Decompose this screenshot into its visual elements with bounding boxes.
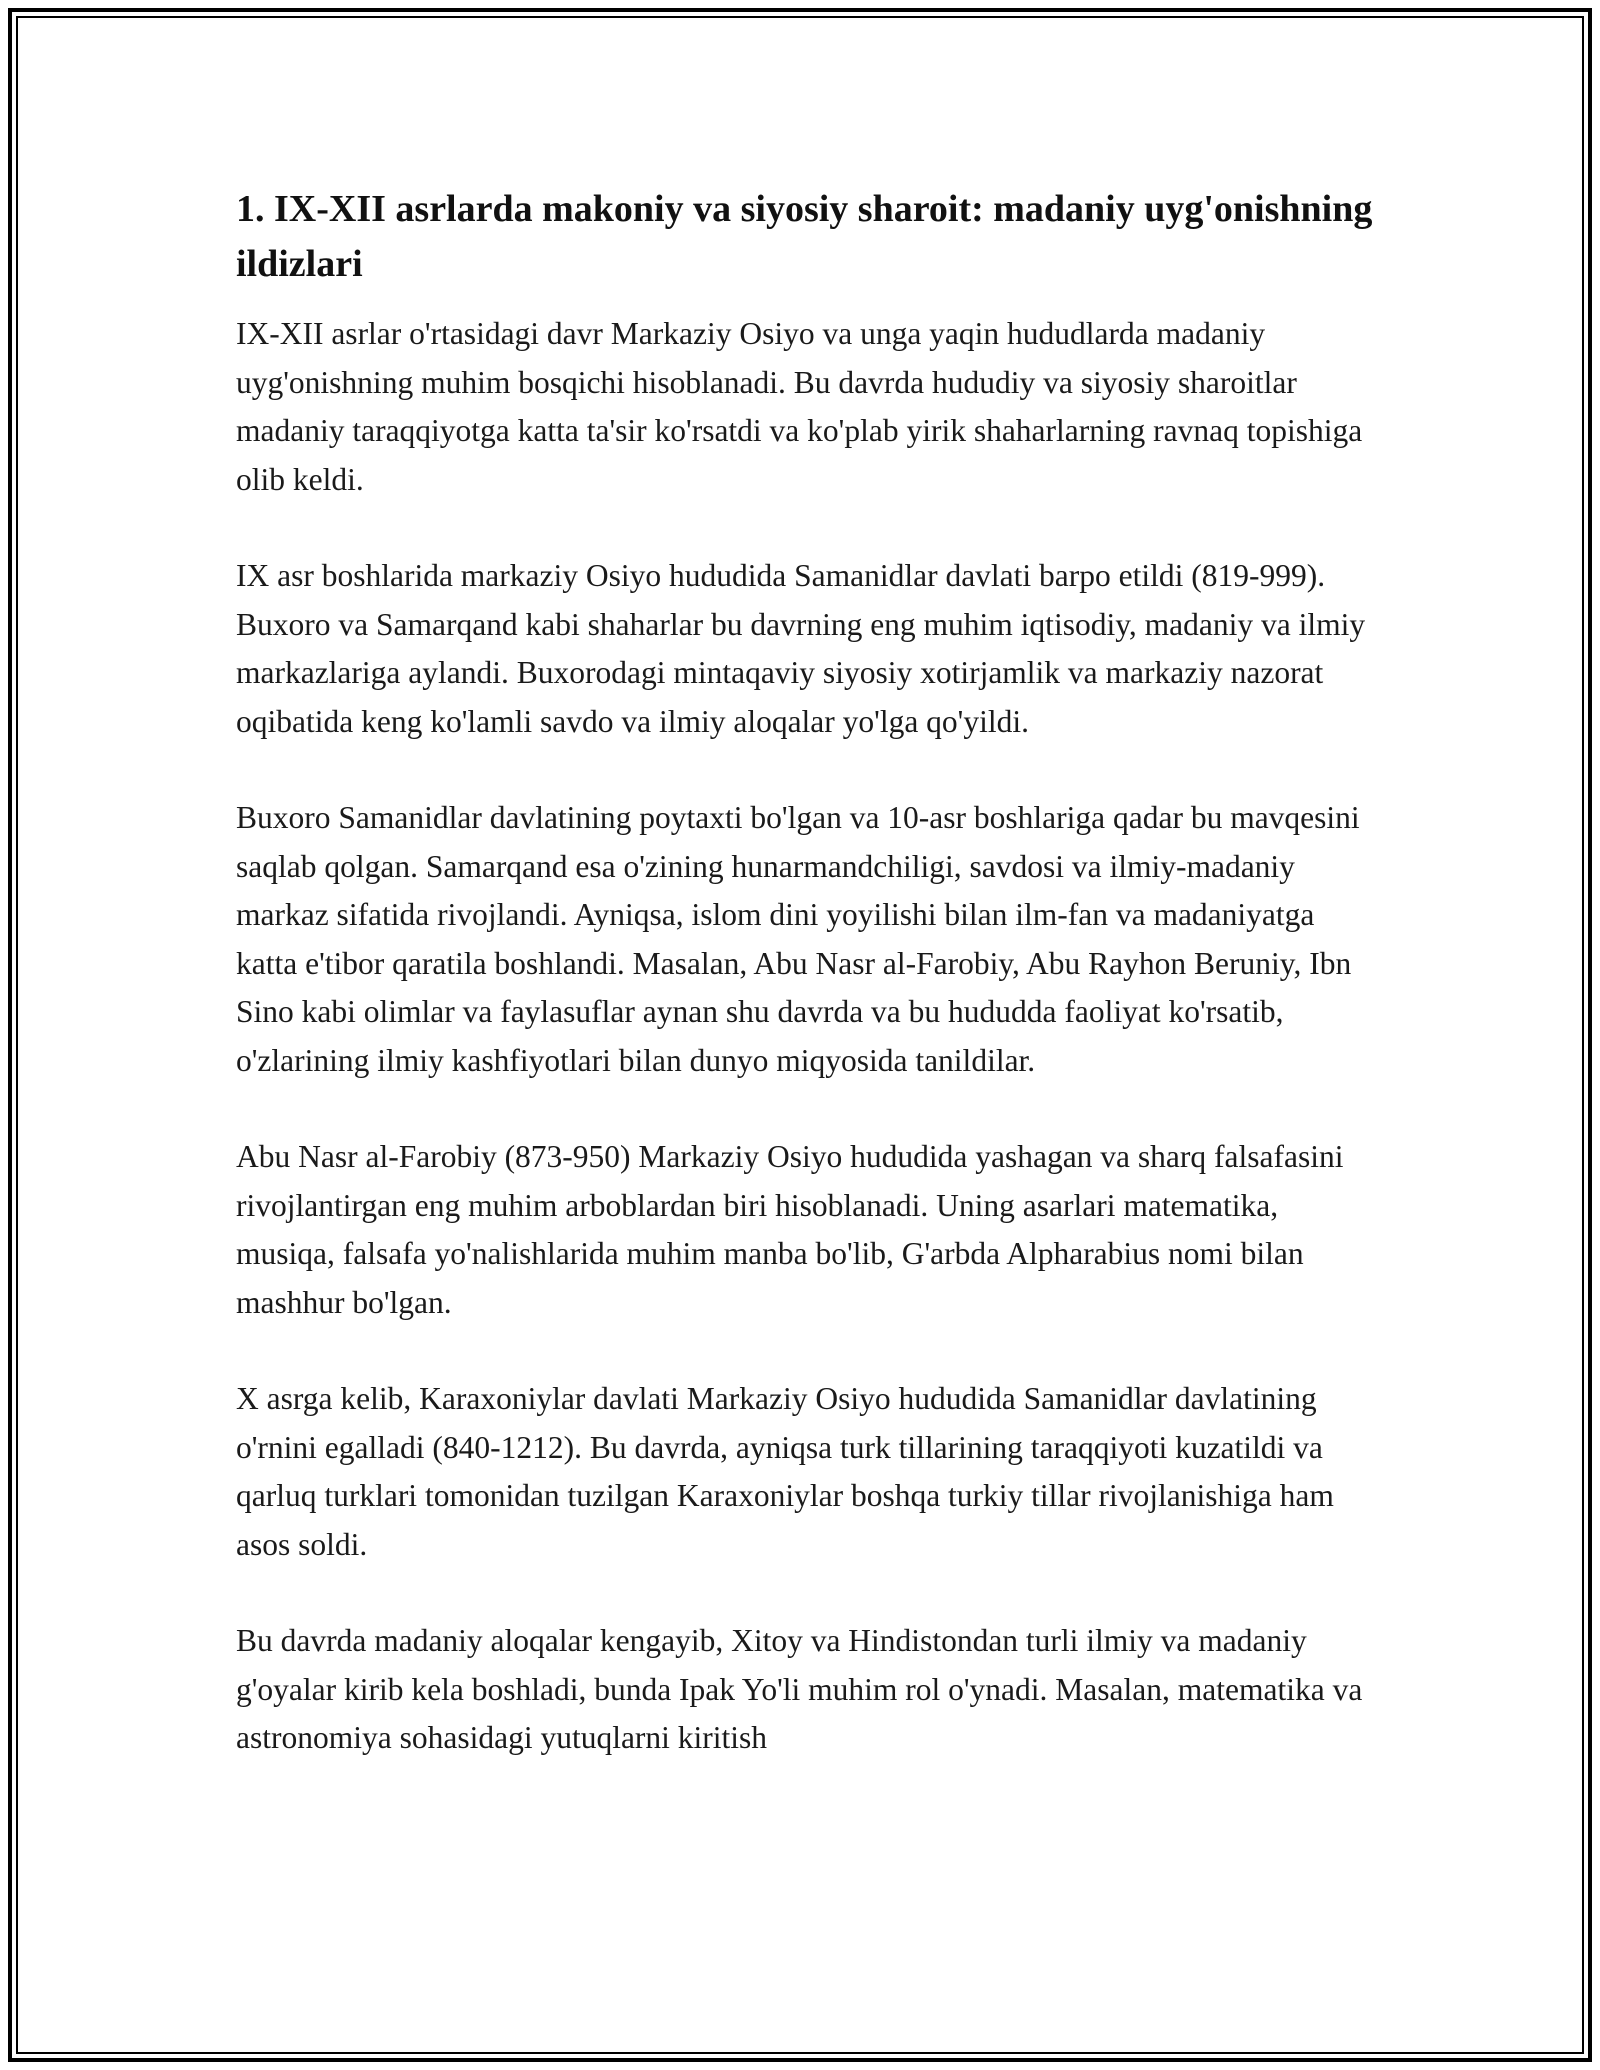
section-title: 1. IX-XII asrlarda makoniy va siyosiy sharoit: madaniy uyg'onishning ildizlari	[236, 188, 1373, 285]
paragraph-3: Buxoro Samanidlar davlatining poytaxti bo'lgan va 10-asr boshlariga qadar bu mavqesini saqlab qolgan. Samarqand esa o'zining hunarmandchiligi, savdosi va ilmiy-madaniy markaz sifatida rivojlandi. Ayniqsa, islom dini yoyilishi bilan ilm-fan va madaniyatga katta e'tibor qaratila boshlandi. Masalan, Abu Nasr al-Farobiy, Abu Rayhon Beruniy, Ibn Sino kabi olimlar va faylasuflar aynan shu davrda va bu hududda faoliyat ko'rsatib, o'zlarining ilmiy kashfiyotlari bilan dunyo miqyosida tanildilar.	[236, 800, 1360, 1078]
paragraph-4: Abu Nasr al-Farobiy (873-950) Markaziy Osiyo hududida yashagan va sharq falsafasini rivojlantirgan eng muhim arboblardan biri hisoblanadi. Uning asarlari matematika, musiqa, falsafa yo'nalishlarida muhim manba bo'lib, G'arbda Alpharabius nomi bilan mashhur bo'lgan.	[236, 1139, 1344, 1320]
paragraph-1: IX-XII asrlar o'rtasidagi davr Markaziy Osiyo va unga yaqin hududlarda madaniy uyg'onishning muhim bosqichi hisoblanadi. Bu davrda hududiy va siyosiy sharoitlar madaniy taraqqiyotga katta ta'sir ko'rsatdi va ko'plab yirik shaharlarning ravnaq topishiga olib keldi.	[236, 316, 1363, 497]
paragraph-6: Bu davrda madaniy aloqalar kengayib, Xitoy va Hindistondan turli ilmiy va madaniy g'oyalar kirib kela boshladi, bunda Ipak Yo'li muhim rol o'ynadi. Masalan, matematika va astronomiya sohasidagi yutuqlarni kiritish	[236, 1623, 1363, 1755]
paragraph-2: IX asr boshlarida markaziy Osiyo hududida Samanidlar davlati barpo etildi (819-999). Buxoro va Samarqand kabi shaharlar bu davrning eng muhim iqtisodiy, madaniy va ilmiy markazlariga aylandi. Buxorodagi mintaqaviy siyosiy xotirjamlik va markaziy nazorat oqibatida keng ko'lamli savdo va ilmiy aloqalar yo'lga qo'yildi.	[236, 558, 1366, 739]
document-body	[236, 182, 1376, 1811]
paragraph-5: X asrga kelib, Karaxoniylar davlati Markaziy Osiyo hududida Samanidlar davlatining o'rnini egalladi (840-1212). Bu davrda, ayniqsa turk tillarining taraqqiyoti kuzatildi va qarluq turklari tomonidan tuzilgan Karaxoniylar boshqa turkiy tillar rivojlanishiga ham asos soldi.	[236, 1381, 1334, 1562]
